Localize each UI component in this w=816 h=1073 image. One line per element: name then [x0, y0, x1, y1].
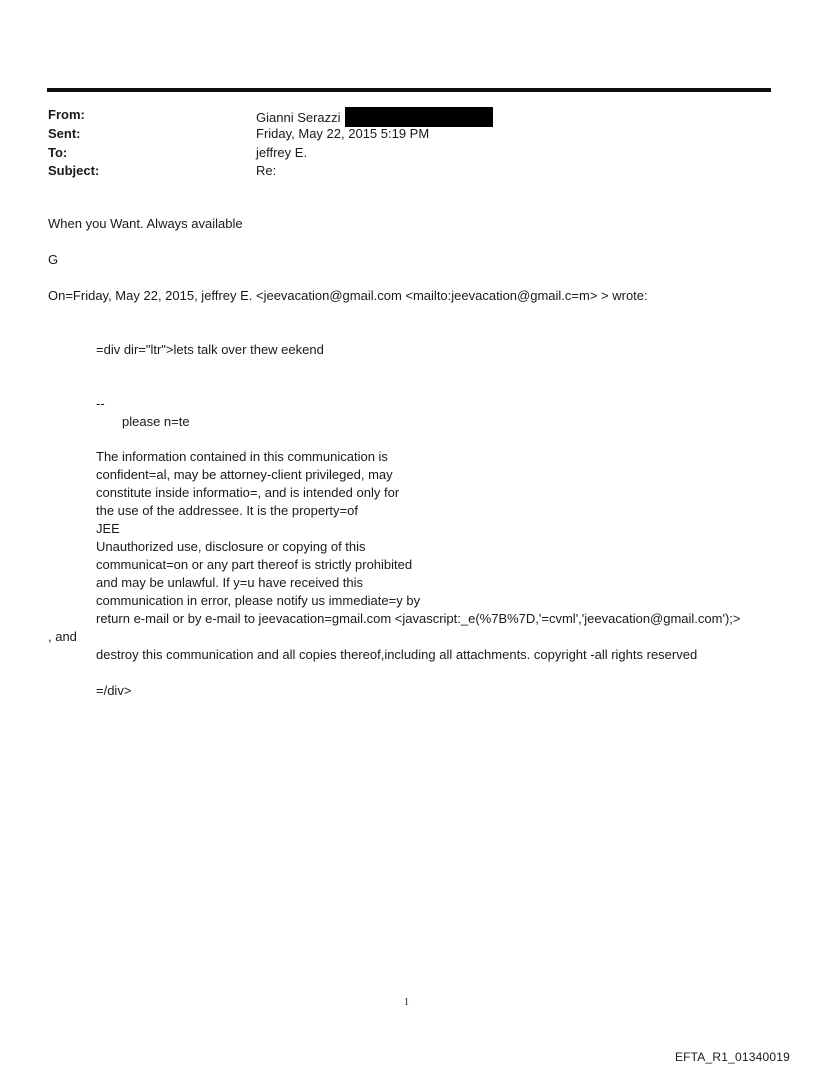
quote-intro: On=Friday, May 22, 2015, jeffrey E. <jeevacation@gmail.com <mailto:jeevacation@gmail.c=m> > wrote:: [48, 288, 648, 303]
from-value: Gianni Serazzi: [256, 110, 341, 125]
disclaimer-line: and may be unlawful. If y=u have received this: [96, 575, 364, 590]
disclaimer-line: JEE: [96, 521, 120, 536]
div-close: =/div>: [96, 683, 132, 698]
redaction-block: [345, 107, 493, 127]
disclaimer-line: the use of the addressee. It is the property=of: [96, 503, 358, 518]
disclaimer-line: confident=al, may be attorney-client privileged, may: [96, 467, 393, 482]
body-signoff: G: [48, 252, 59, 267]
and-line: , and: [48, 629, 77, 644]
disclaimer-line: Unauthorized use, disclosure or copying of this: [96, 539, 366, 554]
from-field: [256, 107, 493, 127]
page-number: 1: [404, 997, 409, 1008]
quoted-message: =div dir="ltr">lets talk over thew eekend: [96, 342, 324, 357]
disclaimer-line: communication in error, please notify us immediate=y by: [96, 593, 421, 608]
destroy-line: destroy this communication and all copies thereof,including all attachments. copyright -all rights reserved: [96, 647, 698, 662]
to-value: jeffrey E.: [256, 145, 308, 160]
document-id: EFTA_R1_01340019: [674, 1050, 790, 1064]
subject-label: Subject:: [48, 163, 100, 178]
to-label: To:: [48, 145, 68, 160]
disclaimer-line: constitute inside informatio=, and is intended only for: [96, 485, 400, 500]
from-label: From:: [48, 107, 85, 122]
sent-value: Friday, May 22, 2015 5:19 PM: [256, 126, 430, 141]
body-line-1: When you Want. Always available: [48, 216, 243, 231]
header-rule: [47, 88, 771, 92]
sent-label: Sent:: [48, 126, 81, 141]
disclaimer-line: The information contained in this communication is: [96, 449, 388, 464]
signature-dash: --: [96, 396, 105, 411]
please-note: please n=te: [122, 414, 190, 429]
disclaimer-line: return e-mail or by e-mail to jeevacation=gmail.com <javascript:_e(%7B%7D,'=cvml','jeevacation@gmail.com');>: [96, 611, 741, 626]
subject-value: Re:: [256, 163, 277, 178]
disclaimer-line: communicat=on or any part thereof is strictly prohibited: [96, 557, 413, 572]
